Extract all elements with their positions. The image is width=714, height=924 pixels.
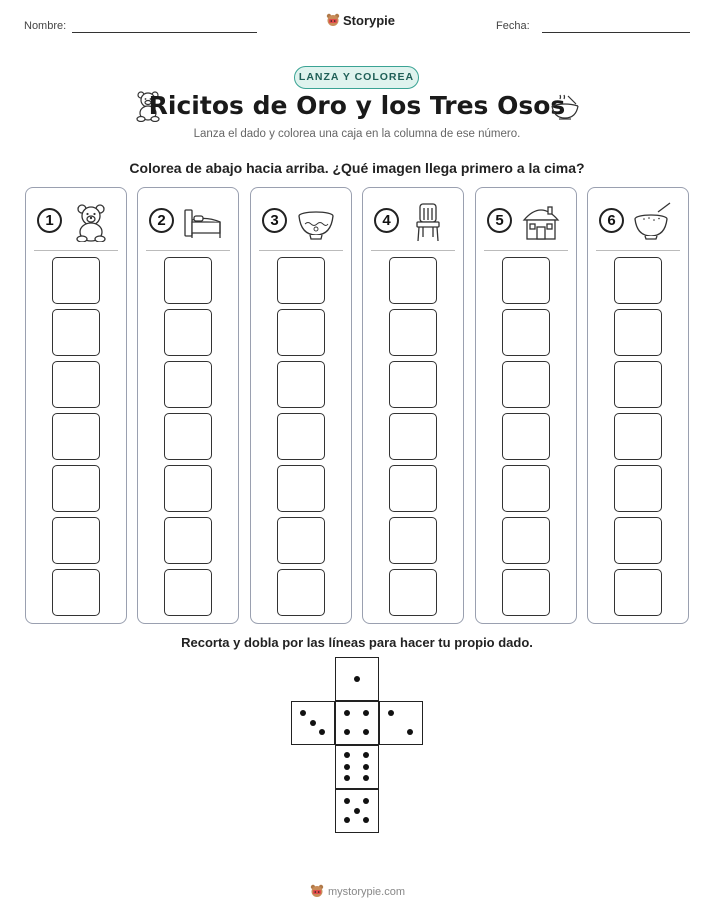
die-face-2 xyxy=(379,701,423,745)
bear-icon xyxy=(70,202,112,242)
color-box[interactable] xyxy=(164,465,212,512)
die-face-5 xyxy=(335,789,379,833)
color-box[interactable] xyxy=(52,465,100,512)
column-2 xyxy=(137,187,239,624)
die-pip xyxy=(344,764,350,770)
color-box[interactable] xyxy=(502,361,550,408)
die-pip xyxy=(363,798,369,804)
color-box[interactable] xyxy=(389,257,437,304)
color-box[interactable] xyxy=(277,257,325,304)
color-box[interactable] xyxy=(164,257,212,304)
column-number: 6 xyxy=(599,208,624,233)
storypie-bear-icon xyxy=(326,13,340,28)
column-header xyxy=(588,202,688,242)
color-box[interactable] xyxy=(502,413,550,460)
color-box[interactable] xyxy=(52,413,100,460)
die-pip xyxy=(319,729,325,735)
column-number: 3 xyxy=(262,208,287,233)
column-header xyxy=(363,202,463,242)
color-box[interactable] xyxy=(52,257,100,304)
color-box[interactable] xyxy=(502,517,550,564)
chair-icon xyxy=(407,202,449,242)
die-pip xyxy=(354,676,360,682)
column-4 xyxy=(362,187,464,624)
column-divider xyxy=(371,250,455,251)
color-box[interactable] xyxy=(52,361,100,408)
die-pip xyxy=(388,710,394,716)
die-face-4 xyxy=(335,701,379,745)
page-title: Ricitos de Oro y los Tres Osos xyxy=(148,91,566,120)
die-pip xyxy=(344,775,350,781)
color-box[interactable] xyxy=(502,309,550,356)
die-face-1 xyxy=(335,657,379,701)
color-box[interactable] xyxy=(52,309,100,356)
color-box[interactable] xyxy=(389,413,437,460)
color-box[interactable] xyxy=(502,465,550,512)
name-label: Nombre: xyxy=(24,20,67,32)
color-box[interactable] xyxy=(164,517,212,564)
bed-icon xyxy=(182,202,224,242)
color-box[interactable] xyxy=(277,569,325,616)
column-header xyxy=(476,202,576,242)
die-pip xyxy=(344,729,350,735)
cottage-icon xyxy=(520,202,562,242)
color-box[interactable] xyxy=(614,413,662,460)
footer-url[interactable]: mystorypie.com xyxy=(328,885,406,898)
brand-name: Storypie xyxy=(343,13,396,28)
activity-badge: LANZA Y COLOREA xyxy=(294,66,419,89)
die-pip xyxy=(363,764,369,770)
color-box[interactable] xyxy=(389,361,437,408)
bowl-of-soup-icon xyxy=(549,93,581,121)
column-1 xyxy=(25,187,127,624)
column-number: 1 xyxy=(37,208,62,233)
color-box[interactable] xyxy=(277,517,325,564)
die-pip xyxy=(354,808,360,814)
date-line[interactable] xyxy=(542,32,690,33)
die-pip xyxy=(407,729,413,735)
color-box[interactable] xyxy=(614,309,662,356)
column-6 xyxy=(587,187,689,624)
color-box[interactable] xyxy=(502,569,550,616)
porridge-icon xyxy=(632,202,674,242)
die-pip xyxy=(310,720,316,726)
die-face-6 xyxy=(335,745,379,789)
die-pip xyxy=(363,817,369,823)
bowl-icon xyxy=(295,202,337,242)
subtitle: Lanza el dado y colorea una caja en la columna de ese número. xyxy=(193,128,521,140)
name-line[interactable] xyxy=(72,32,257,33)
column-divider xyxy=(596,250,680,251)
instruction: Colorea de abajo hacia arriba. ¿Qué imagen llega primero a la cima? xyxy=(129,160,585,176)
column-divider xyxy=(484,250,568,251)
die-face-3 xyxy=(291,701,335,745)
footer xyxy=(310,884,405,899)
color-box[interactable] xyxy=(52,569,100,616)
date-label: Fecha: xyxy=(496,20,530,32)
column-3 xyxy=(250,187,352,624)
column-divider xyxy=(259,250,343,251)
storypie-bear-icon xyxy=(310,884,324,899)
die-pip xyxy=(344,710,350,716)
color-box[interactable] xyxy=(614,257,662,304)
column-divider xyxy=(34,250,118,251)
color-box[interactable] xyxy=(389,465,437,512)
die-pip xyxy=(363,752,369,758)
column-number: 4 xyxy=(374,208,399,233)
die-pip xyxy=(344,798,350,804)
column-header xyxy=(138,202,238,242)
brand-logo xyxy=(326,13,395,28)
color-box[interactable] xyxy=(614,569,662,616)
color-box[interactable] xyxy=(389,569,437,616)
die-pip xyxy=(363,710,369,716)
color-box[interactable] xyxy=(389,517,437,564)
color-box[interactable] xyxy=(164,569,212,616)
column-header xyxy=(251,202,351,242)
color-box[interactable] xyxy=(614,465,662,512)
color-box[interactable] xyxy=(52,517,100,564)
column-divider xyxy=(146,250,230,251)
column-5 xyxy=(475,187,577,624)
color-box[interactable] xyxy=(502,257,550,304)
color-box[interactable] xyxy=(164,361,212,408)
cut-instruction: Recorta y dobla por las líneas para hacer tu propio dado. xyxy=(181,635,533,650)
color-box[interactable] xyxy=(614,517,662,564)
color-box[interactable] xyxy=(614,361,662,408)
color-box[interactable] xyxy=(277,413,325,460)
die-pip xyxy=(363,775,369,781)
column-number: 5 xyxy=(487,208,512,233)
color-box[interactable] xyxy=(277,361,325,408)
color-box[interactable] xyxy=(164,309,212,356)
die-pip xyxy=(344,752,350,758)
color-box[interactable] xyxy=(164,413,212,460)
die-pip xyxy=(363,729,369,735)
column-header xyxy=(26,202,126,242)
die-pip xyxy=(344,817,350,823)
column-number: 2 xyxy=(149,208,174,233)
die-pip xyxy=(300,710,306,716)
color-box[interactable] xyxy=(277,309,325,356)
color-box[interactable] xyxy=(389,309,437,356)
color-box[interactable] xyxy=(277,465,325,512)
